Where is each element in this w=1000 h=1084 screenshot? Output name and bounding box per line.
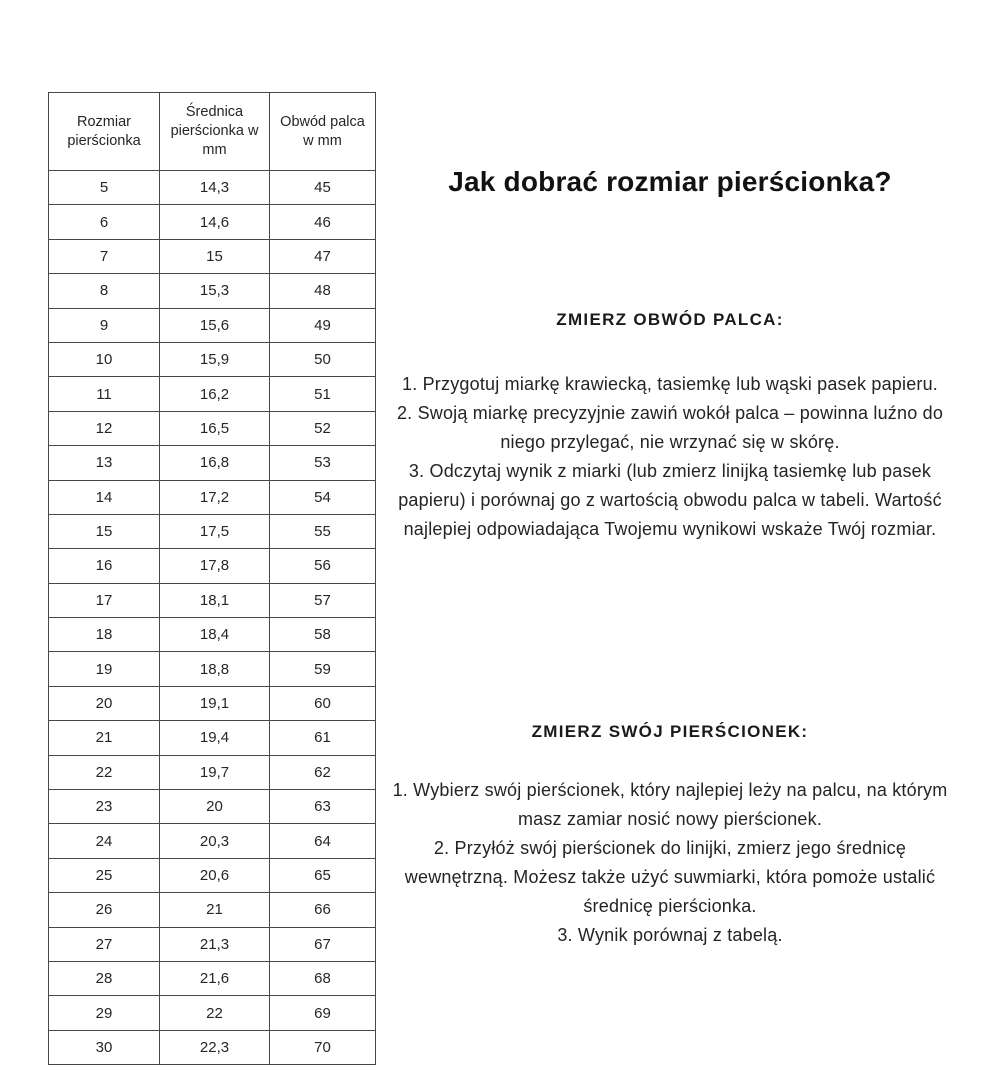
table-row xyxy=(49,171,376,205)
table-cell: 16,5 xyxy=(160,411,270,445)
table-row xyxy=(49,308,376,342)
section-heading-measure-ring: ZMIERZ SWÓJ PIERŚCIONEK: xyxy=(531,722,809,741)
table-cell: 58 xyxy=(270,618,376,652)
table-cell: 50 xyxy=(270,342,376,376)
table-cell: 21 xyxy=(160,893,270,927)
table-cell: 15 xyxy=(160,239,270,273)
table-cell: 18,1 xyxy=(160,583,270,617)
table-row xyxy=(49,618,376,652)
table-cell: 20 xyxy=(160,790,270,824)
table-row xyxy=(49,342,376,376)
section-heading-measure-finger: ZMIERZ OBWÓD PALCA: xyxy=(556,310,784,329)
instruction-step: 3. Odczytaj wynik z miarki (lub zmierz linijką tasiemkę lub pasek papieru) i porównaj go z wartością obwodu palca w tabeli. Wartość najlepiej odpowiadająca Twojemu wynikowi wskaże Twój rozmiar. xyxy=(398,461,942,539)
table-row xyxy=(49,996,376,1030)
table-cell: 8 xyxy=(49,274,160,308)
table-cell: 55 xyxy=(270,514,376,548)
instruction-step: 2. Swoją miarkę precyzyjnie zawiń wokół palca – powinna luźno do niego przylegać, nie wrzynać się w skórę. xyxy=(396,403,944,452)
column-header-ring-diameter: Średnica pierścionka w mm xyxy=(160,93,270,171)
table-cell: 21,6 xyxy=(160,961,270,995)
table-cell: 15 xyxy=(49,514,160,548)
table-cell: 5 xyxy=(49,171,160,205)
table-cell: 18,4 xyxy=(160,618,270,652)
table-cell: 7 xyxy=(49,239,160,273)
table-cell: 20,6 xyxy=(160,858,270,892)
table-row xyxy=(49,858,376,892)
table-cell: 47 xyxy=(270,239,376,273)
table-row xyxy=(49,927,376,961)
guide-content xyxy=(390,0,950,1084)
table-cell: 64 xyxy=(270,824,376,858)
table-cell: 46 xyxy=(270,205,376,239)
table-row xyxy=(49,893,376,927)
table-cell: 51 xyxy=(270,377,376,411)
table-cell: 12 xyxy=(49,411,160,445)
instruction-step: 1. Przygotuj miarkę krawiecką, tasiemkę lub wąski pasek papieru. xyxy=(401,374,939,394)
table-cell: 18,8 xyxy=(160,652,270,686)
table-cell: 22 xyxy=(160,996,270,1030)
column-header-ring-size: Rozmiar pierścionka xyxy=(49,93,160,171)
instruction-step: 2. Przyłóż swój pierścionek do linijki, zmierz jego średnicę wewnętrzną. Możesz także użyć suwmiarki, która pomoże ustalić średnicę pierścionka. xyxy=(404,838,936,916)
table-row xyxy=(49,1030,376,1064)
table-row xyxy=(49,686,376,720)
table-cell: 30 xyxy=(49,1030,160,1064)
table-cell: 16 xyxy=(49,549,160,583)
table-cell: 15,6 xyxy=(160,308,270,342)
table-cell: 18 xyxy=(49,618,160,652)
table-cell: 63 xyxy=(270,790,376,824)
table-cell: 9 xyxy=(49,308,160,342)
table-cell: 21 xyxy=(49,721,160,755)
table-row xyxy=(49,583,376,617)
column-header-finger-circumference: Obwód palca w mm xyxy=(270,93,376,171)
table-cell: 69 xyxy=(270,996,376,1030)
table-row xyxy=(49,514,376,548)
table-row xyxy=(49,824,376,858)
ring-size-table-body xyxy=(49,171,376,1065)
table-cell: 25 xyxy=(49,858,160,892)
table-row xyxy=(49,755,376,789)
table-row xyxy=(49,549,376,583)
table-cell: 28 xyxy=(49,961,160,995)
table-row xyxy=(49,480,376,514)
table-cell: 11 xyxy=(49,377,160,411)
table-cell: 56 xyxy=(270,549,376,583)
table-cell: 16,8 xyxy=(160,446,270,480)
table-row xyxy=(49,652,376,686)
instruction-step: 3. Wynik porównaj z tabelą. xyxy=(557,925,783,945)
table-cell: 26 xyxy=(49,893,160,927)
table-cell: 17,2 xyxy=(160,480,270,514)
section-body-measure-finger xyxy=(390,370,950,544)
table-cell: 19 xyxy=(49,652,160,686)
table-cell: 59 xyxy=(270,652,376,686)
table-cell: 19,1 xyxy=(160,686,270,720)
table-cell: 10 xyxy=(49,342,160,376)
table-cell: 16,2 xyxy=(160,377,270,411)
table-row xyxy=(49,446,376,480)
table-row xyxy=(49,205,376,239)
table-cell: 65 xyxy=(270,858,376,892)
table-cell: 20 xyxy=(49,686,160,720)
table-cell: 66 xyxy=(270,893,376,927)
table-cell: 68 xyxy=(270,961,376,995)
table-row xyxy=(49,721,376,755)
table-cell: 20,3 xyxy=(160,824,270,858)
table-header-row xyxy=(49,93,376,171)
section-body-measure-ring xyxy=(390,776,950,950)
table-cell: 54 xyxy=(270,480,376,514)
table-cell: 17,5 xyxy=(160,514,270,548)
table-row xyxy=(49,274,376,308)
table-cell: 53 xyxy=(270,446,376,480)
table-cell: 22,3 xyxy=(160,1030,270,1064)
table-cell: 62 xyxy=(270,755,376,789)
table-cell: 19,4 xyxy=(160,721,270,755)
table-cell: 14,3 xyxy=(160,171,270,205)
table-cell: 15,9 xyxy=(160,342,270,376)
table-cell: 14,6 xyxy=(160,205,270,239)
table-row xyxy=(49,411,376,445)
instruction-step: 1. Wybierz swój pierścionek, który najlepiej leży na palcu, na którym masz zamiar nosić nowy pierścionek. xyxy=(392,780,948,829)
table-cell: 27 xyxy=(49,927,160,961)
table-cell: 17,8 xyxy=(160,549,270,583)
table-cell: 49 xyxy=(270,308,376,342)
table-cell: 61 xyxy=(270,721,376,755)
table-row xyxy=(49,790,376,824)
table-row xyxy=(49,961,376,995)
size-table-container xyxy=(48,92,375,1065)
page-title: Jak dobrać rozmiar pierścionka? xyxy=(448,166,892,197)
table-cell: 57 xyxy=(270,583,376,617)
table-cell: 23 xyxy=(49,790,160,824)
table-cell: 13 xyxy=(49,446,160,480)
table-cell: 52 xyxy=(270,411,376,445)
table-row xyxy=(49,239,376,273)
table-cell: 67 xyxy=(270,927,376,961)
table-cell: 45 xyxy=(270,171,376,205)
table-cell: 6 xyxy=(49,205,160,239)
table-cell: 60 xyxy=(270,686,376,720)
table-cell: 24 xyxy=(49,824,160,858)
table-row xyxy=(49,377,376,411)
table-cell: 48 xyxy=(270,274,376,308)
table-cell: 22 xyxy=(49,755,160,789)
table-cell: 21,3 xyxy=(160,927,270,961)
table-cell: 14 xyxy=(49,480,160,514)
table-cell: 70 xyxy=(270,1030,376,1064)
ring-size-table xyxy=(48,92,376,1065)
table-cell: 29 xyxy=(49,996,160,1030)
table-cell: 15,3 xyxy=(160,274,270,308)
table-cell: 19,7 xyxy=(160,755,270,789)
table-cell: 17 xyxy=(49,583,160,617)
